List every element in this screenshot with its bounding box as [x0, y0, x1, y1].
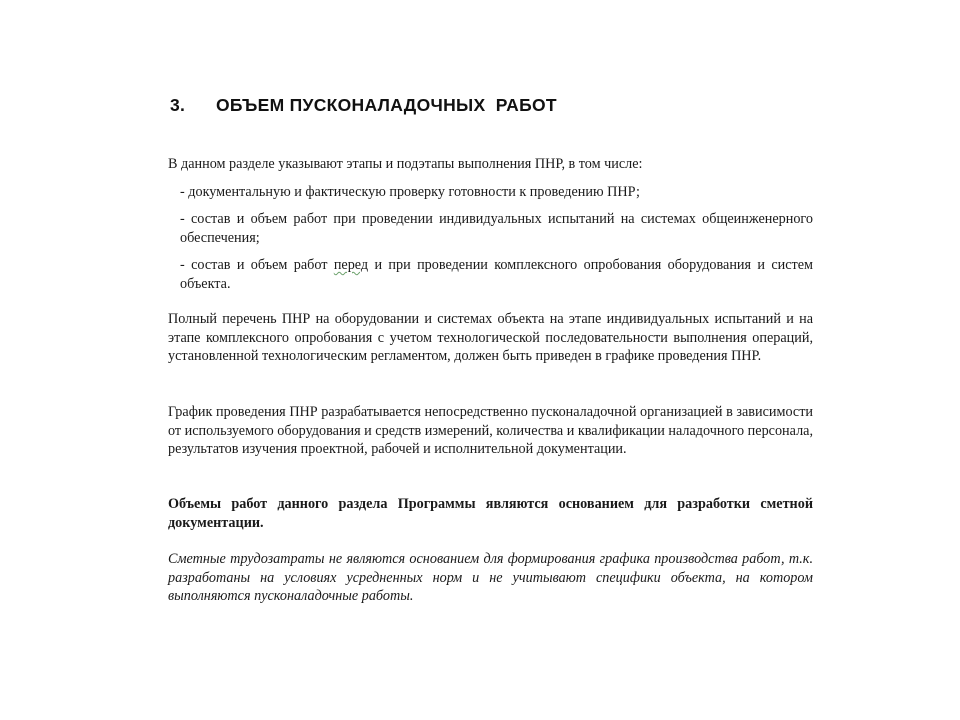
- section-title: ОБЪЕМ ПУСКОНАЛАДОЧНЫХ РАБОТ: [216, 95, 557, 115]
- paragraph-schedule: График проведения ПНР разрабатывается непосредственно пусконаладочной организацией в зависимости от используемого оборудования и средств измерений, количества и квалификации наладочного персонала, результатов изучения проектной, рабочей и исполнительной документации.: [168, 404, 813, 457]
- list-item: [180, 256, 813, 293]
- paragraph-pnr-list: Полный перечень ПНР на оборудовании и системах объекта на этапе индивидуальных испытаний и на этапе комплексного опробования с учетом технологической последовательности выполнения операций, установленной технологическим регламентом, должен быть приведен в графике проведения ПНР.: [168, 311, 813, 364]
- document-page: [168, 0, 813, 720]
- list-item-text: - состав и объем работ: [180, 257, 334, 273]
- intro-paragraph: В данном разделе указывают этапы и подэтапы выполнения ПНР, в том числе:: [168, 156, 643, 172]
- italic-note: Сметные трудозатраты не являются основанием для формирования графика производства работ, т.к. разработаны на условиях усредненных норм и не учитывают специфики объекта, на котором выполняются пусконаладочные работы.: [168, 551, 813, 604]
- list-item: - документальную и фактическую проверку готовности к проведению ПНР;: [180, 184, 640, 200]
- section-number: 3.: [170, 95, 186, 115]
- bold-note: Объемы работ данного раздела Программы являются основанием для разработки сметной документации.: [168, 496, 813, 531]
- list-item: - состав и объем работ при проведении индивидуальных испытаний на системах общеинженерного обеспечения;: [180, 211, 813, 246]
- spellcheck-marked-word: перед: [333, 257, 369, 273]
- section-heading: [170, 95, 557, 116]
- list-item-text: и при проведении комплексного опробования оборудования и систем объекта.: [180, 257, 813, 292]
